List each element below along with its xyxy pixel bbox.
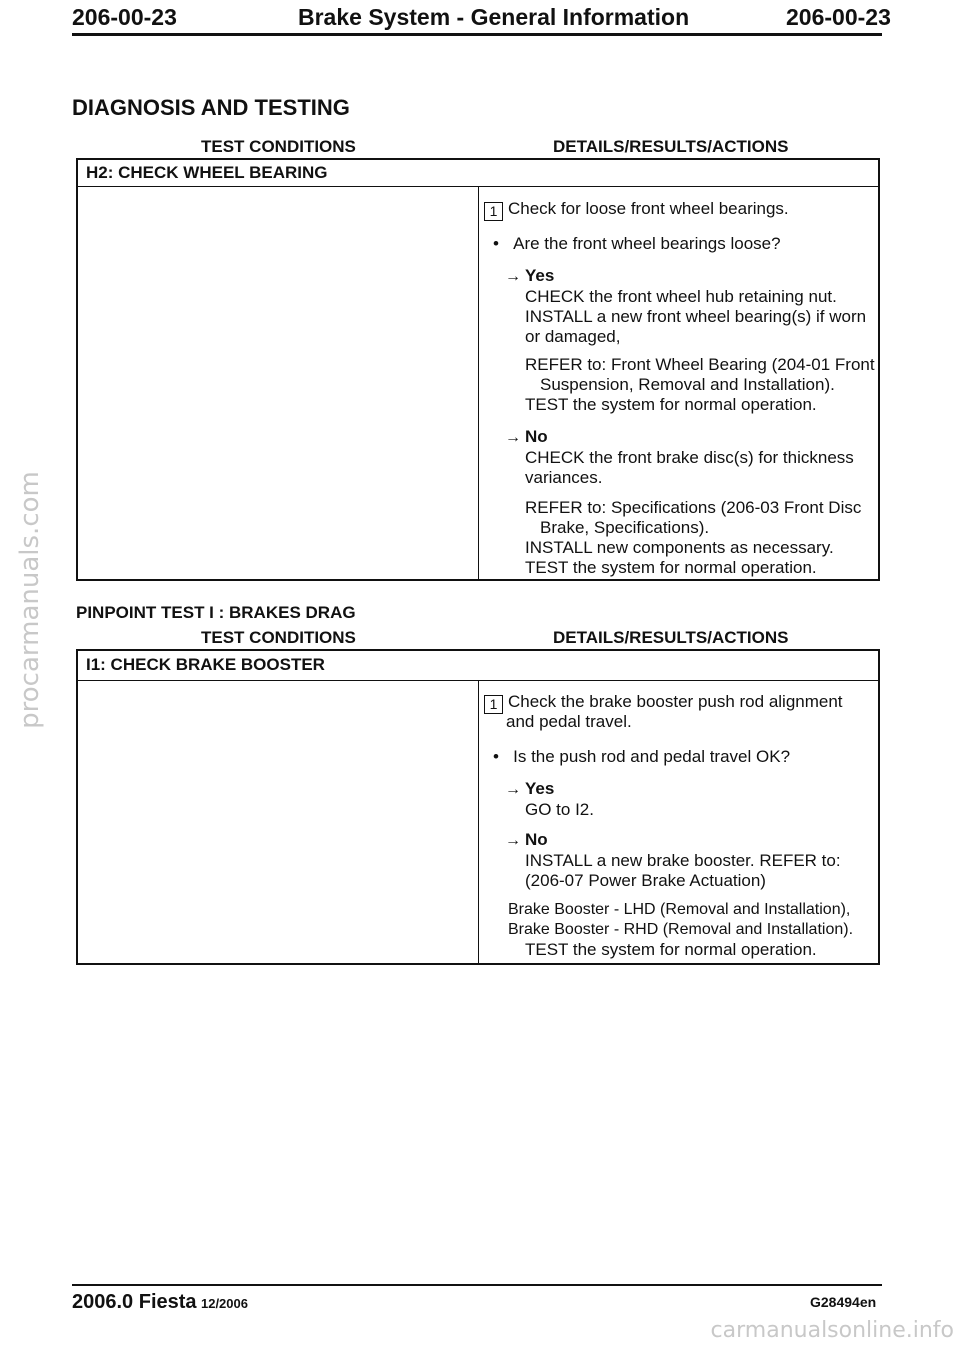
no-label: No bbox=[525, 830, 548, 849]
yes-branch bbox=[505, 779, 554, 800]
no-refer-1: REFER to: Specifications (206-03 Front Disc bbox=[525, 498, 862, 517]
bottom-watermark: carmanualsonline.info bbox=[710, 1318, 954, 1343]
arrow-right-icon: → bbox=[505, 429, 521, 446]
column-header-details: DETAILS/RESULTS/ACTIONS bbox=[553, 628, 789, 647]
step-number-box: 1 bbox=[484, 202, 503, 221]
step-1 bbox=[484, 199, 789, 221]
question bbox=[493, 234, 781, 254]
question-text: Are the front wheel bearings loose? bbox=[513, 234, 781, 253]
no-ref-1: Brake Booster - LHD (Removal and Installation), bbox=[508, 901, 851, 918]
no-branch bbox=[505, 427, 548, 448]
test-table-h2 bbox=[76, 158, 880, 581]
yes-label: Yes bbox=[525, 779, 555, 798]
footer-model bbox=[72, 1291, 248, 1314]
column-header-test-conditions: TEST CONDITIONS bbox=[201, 137, 356, 156]
column-divider bbox=[478, 681, 479, 963]
pinpoint-title: PINPOINT TEST I : BRAKES DRAG bbox=[76, 603, 356, 622]
page-number-left: 206-00-23 bbox=[72, 4, 177, 30]
side-watermark-text: procarmanuals.com bbox=[15, 471, 45, 729]
step-text-2: and pedal travel. bbox=[506, 712, 632, 731]
footer-code: G28494en bbox=[810, 1294, 877, 1310]
yes-label: Yes bbox=[525, 266, 555, 285]
no-test: TEST the system for normal operation. bbox=[525, 558, 817, 577]
question bbox=[493, 747, 790, 767]
column-header-test-conditions: TEST CONDITIONS bbox=[201, 628, 356, 647]
column-divider bbox=[478, 187, 479, 579]
no-line-2: variances. bbox=[525, 468, 603, 487]
question-text: Is the push rod and pedal travel OK? bbox=[513, 747, 791, 766]
no-branch bbox=[505, 830, 548, 851]
footer-date: 12/2006 bbox=[200, 1296, 248, 1311]
yes-line-1: CHECK the front wheel hub retaining nut. bbox=[525, 287, 837, 306]
footer-rule bbox=[72, 1284, 882, 1286]
no-line-1: INSTALL a new brake booster. REFER to: bbox=[525, 851, 841, 870]
no-refer-2: Brake, Specifications). bbox=[540, 518, 710, 537]
column-header-details: DETAILS/RESULTS/ACTIONS bbox=[553, 137, 789, 156]
yes-line-1: GO to I2. bbox=[525, 800, 594, 819]
no-test: TEST the system for normal operation. bbox=[525, 940, 817, 959]
footer-model-name: 2006.0 Fiesta bbox=[72, 1291, 197, 1313]
section-title: DIAGNOSIS AND TESTING bbox=[72, 95, 350, 120]
page-number-right: 206-00-23 bbox=[786, 4, 891, 30]
yes-line-2: INSTALL a new front wheel bearing(s) if worn bbox=[525, 307, 867, 326]
arrow-right-icon: → bbox=[505, 832, 521, 849]
table-title: I1: CHECK BRAKE BOOSTER bbox=[78, 651, 878, 681]
no-install: INSTALL new components as necessary. bbox=[525, 538, 834, 557]
arrow-right-icon: → bbox=[505, 268, 521, 285]
no-line-1: CHECK the front brake disc(s) for thickness bbox=[525, 448, 854, 467]
header-rule bbox=[72, 33, 882, 36]
yes-branch bbox=[505, 266, 554, 287]
page-title: Brake System - General Information bbox=[298, 4, 690, 30]
step-1 bbox=[484, 692, 843, 714]
yes-test: TEST the system for normal operation. bbox=[525, 395, 817, 414]
no-line-2: (206-07 Power Brake Actuation) bbox=[525, 871, 766, 890]
yes-line-3: or damaged, bbox=[525, 327, 621, 346]
no-label: No bbox=[525, 427, 548, 446]
table-title: H2: CHECK WHEEL BEARING bbox=[78, 160, 878, 187]
yes-refer-1: REFER to: Front Wheel Bearing (204-01 Front bbox=[525, 355, 875, 374]
bullet-icon: • bbox=[493, 747, 499, 766]
arrow-right-icon: → bbox=[505, 781, 521, 798]
step-text: Check for loose front wheel bearings. bbox=[508, 199, 789, 218]
test-table-i1 bbox=[76, 649, 880, 965]
step-text-1: Check the brake booster push rod alignment bbox=[508, 692, 843, 711]
no-ref-2: Brake Booster - RHD (Removal and Installation). bbox=[508, 921, 854, 938]
yes-refer-2: Suspension, Removal and Installation). bbox=[540, 375, 835, 394]
bullet-icon: • bbox=[493, 234, 499, 253]
side-watermark bbox=[0, 420, 60, 780]
step-number-box: 1 bbox=[484, 695, 503, 714]
